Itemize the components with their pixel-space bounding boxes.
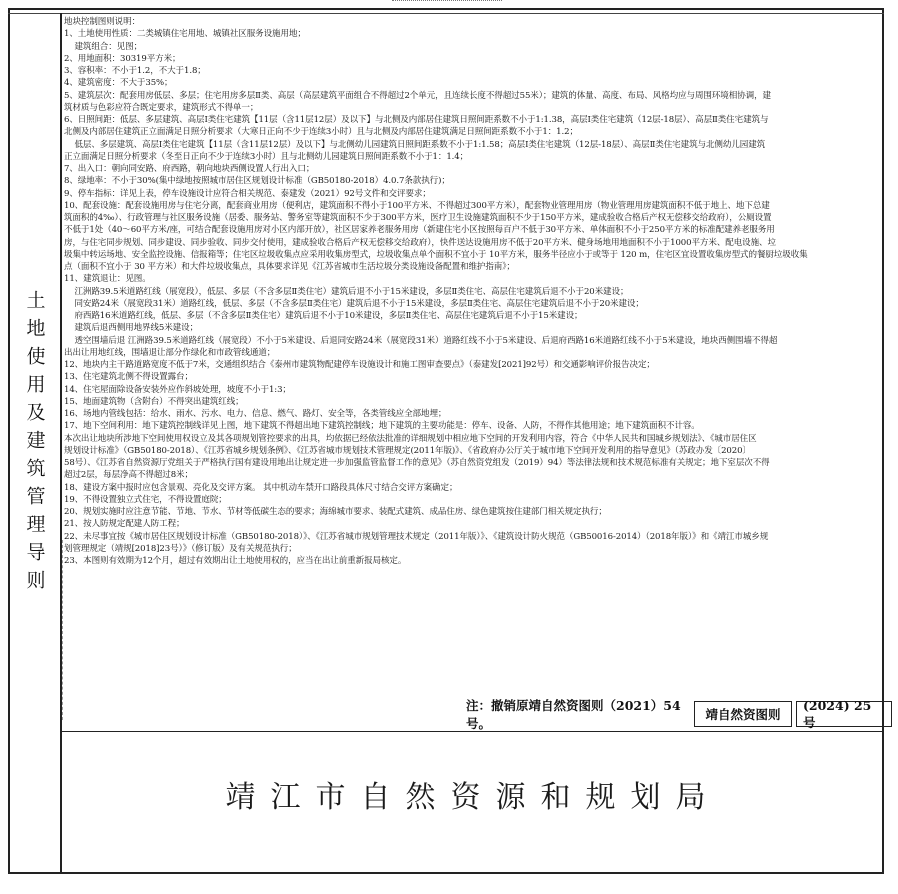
office-label: 靖自然资图则 (694, 701, 792, 727)
text-line: 23、本图则有效期为12个月，超过有效期出让土地使用权的，应当在出让前重新报局核定。 (64, 556, 407, 566)
text-line: 58号）、《江苏省自然资源厅党组关于严格执行国有建设用地出让规定进一步加强监管监督工作的意见》（苏自然资党组发（2019）94）等法律法规和技术规范标准有关规定；地下室层次不得 (64, 458, 770, 468)
text-line: 透空围墙后退 江洲路39.5米道路红线（展宽段）不小于5米建设、后退同安路24米（展宽段31米）道路红线不小于5米建设、后退府西路16米道路红线不小于5米建设，地块西侧围墙不得超 (64, 335, 778, 346)
text-line: 12、地块内主干路道路宽度不低于7米，交通组织结合《泰州市建筑物配建停车设施设计和施工图审查要点》（泰建发[2021]92号）和交通影响评价报告决定； (64, 360, 655, 370)
text-line: 8、绿地率：不小于30%(集中绿地按照城市居住区规划设计标准（GB50180-2018）4.0.7条款执行)； (64, 176, 450, 187)
text-line: 22、未尽事宜按《城市居住区规划设计标准（GB50180-2018）》、《江苏省城市规划管理技术规定（2011年版）》、《建筑设计防火规范（GB50016-2014）（2018年版）》和《靖江市城乡规 (64, 531, 769, 542)
text-line: 18、建设方案中报时应包含景观、亮化及交评方案。 其中机动车禁开口路段具体尺寸结合交评方案确定； (64, 482, 458, 493)
text-line: 北侧及内部居住建筑正立面满足日照分析要求（大寒日正向不少于连续3小时）且与北侧及内部居住建筑满足日照间距系数不小于1：1.2； (64, 127, 578, 138)
text-line: 出出让用地红线，围墙退让部分作绿化和市政管线通道； (64, 347, 276, 358)
text-line: 16、场地内管线包括：给水、雨水、污水、电力、信息、燃气、路灯、安全等，各类管线应全部地埋； (64, 409, 447, 419)
text-line: 21、按人防规定配建人防工程； (64, 519, 185, 530)
text-line: 9、停车指标：详见上表，停车设施设计应符合相关规范、泰建发（2021）92号文件和交评要求； (64, 188, 431, 199)
text-line: 6、日照间距：低层、多层建筑、高层Ⅰ类住宅建筑【11层（含11层12层）及以下】与北侧及内部居住建筑日照间距系数不小于1:1.38，高层Ⅰ类住宅建筑（12层-18层）、高层Ⅱ类住宅建筑与 (64, 115, 769, 125)
revocation-note: 注：撤销原靖自然资图则（2021）54号。 (466, 698, 681, 731)
text-line: 筑材质与色彩应符合既定要求，建筑形式不得单一； (64, 102, 259, 113)
text-line: 15、地面建筑物（含附台）不得突出建筑红线； (64, 396, 244, 407)
text-line: 房，与住宅同步规划、同步建设、同步验收、同步交付使用，建成验收合格后产权无偿移交给政府），快件送达设施用房不低于20平方米、健身场地用地面积不小于1000平方米、配电设施、垃 (64, 237, 776, 248)
cropped-header-remnant (392, 0, 502, 4)
text-line: 13、住宅建筑北侧不得设置露台； (64, 372, 193, 383)
text-line: 14、住宅屋面除设备安装外应作斜坡处理，坡度不小于1:3； (64, 384, 291, 395)
left-title-column (8, 13, 62, 874)
text-line: 江洲路39.5米道路红线（展宽段），低层、多层（不含多层Ⅱ类住宅）建筑后退不小于15米建设，多层Ⅱ类住宅、高层住宅建筑后退不小于20米建设； (64, 286, 629, 297)
frame-inner-rule (8, 13, 884, 14)
text-line: 4、建筑密度：不大于35%； (64, 78, 173, 89)
text-line: 5、建筑层次：配套用房低层、多层；住宅用房多层Ⅱ类、高层（高层建筑平面组合不得超过2个单元，且连续长度不得超过55米）；建筑的体量、高度、布局、风格均应与周围环境相协调，建 (64, 90, 771, 101)
text-line: 圾集中转运场地、安全监控设施、信报箱等；住宅区垃圾收集点应采用收集房型式，垃圾收集点单个面积不宜小于 10平方米，服务半径应小于或等于 120 m，住宅区宜设置收集房型式的餐厨垃圾收集 (64, 249, 808, 260)
text-line: 建筑组合：见图； (64, 41, 143, 52)
document-number: (2024) 25 号 (796, 701, 892, 727)
text-line: 超过2层，每层净高不得超过8米； (64, 470, 193, 481)
text-line: 同安路24米（展宽段31米）道路红线，低层、多层（不含多层Ⅱ类住宅）建筑后退不小于15米建设，多层Ⅱ类住宅、高层住宅建筑后退不小于20米建设； (64, 298, 644, 309)
text-line: 17、地下空间利用：地下建筑控制线详见上图，地下建筑不得超出地下建筑控制线；地下建筑的主要功能是：停车、设备、人防，不得作其他用途；地下建筑面积不计容。 (64, 421, 700, 432)
text-line: 府西路16米道路红线，低层、多层（不含多层Ⅱ类住宅）建筑后退不小于10米建设，多层Ⅱ类住宅、高层住宅建筑后退不小于15米建设； (64, 311, 583, 321)
left-title: 土地使用及建筑管理导则 (23, 289, 46, 598)
text-line: 正立面满足日照分析要求（冬至日正向不少于连续3小时）且与北侧幼儿园建筑日照间距系数不小于1：1.4； (64, 151, 469, 162)
text-line: 1、土地使用性质：二类城镇住宅用地、城镇社区服务设施用地； (64, 29, 306, 40)
text-line: 20、规划实施时应注意节能、节地、节水、节材等低碳生态的要求；海绵城市要求、装配式建筑、成品住房、绿色建筑按住建部门相关规定执行； (64, 507, 607, 517)
text-line: 10、配套设施：配套设施用房与住宅分离，配套商业用房（便利店，建筑面积不得小于100平方米、不得超过300平方米），配套物业管理用房（物业管理用房建筑面积不低于地上、地下总建 (64, 200, 770, 211)
text-line: 2、用地面积：30319平方米； (64, 53, 181, 64)
issuer-name: 靖江市自然资源和规划局 (225, 780, 721, 815)
text-line: 筑面积的4‰）、行政管理与社区服务设施（居委、服务站、警务室等建筑面积不少于300平方米，医疗卫生设施建筑面积不少于150平方米，建成验收合格后产权无偿移交给政府），公厕设置 (64, 213, 772, 223)
approval-row (466, 697, 892, 731)
text-line: 19、不得设置独立式住宅，不得设置庭院； (64, 494, 227, 505)
text-line: 7、出入口：朝向同安路、府西路，朝向地块西侧设置人行出入口； (64, 164, 315, 174)
text-line: 低层、多层建筑、高层Ⅰ类住宅建筑【11层（含11层12层）及以下】与北侧幼儿园建筑日照间距系数不小于1:1.58；高层Ⅰ类住宅建筑（12层-18层）、高层Ⅱ类住宅建筑与北侧幼儿园建筑 (64, 139, 766, 150)
text-line: 11、建筑退让：见图。 (64, 274, 151, 285)
text-line: 点（面积不宜小于 30 平方米）和大件垃圾收集点，具体要求详见《江苏省城市生活垃圾分类设施设备配置和维护指南》； (64, 262, 515, 272)
text-line: 规划设计标准》（GB50180-2018）、《江苏省城乡规划条例》、《江苏省城市规划技术管理规定(2011年版)》、《省政府办公厅关于城市地下空间开发利用的指导意见》（苏政办发〔2020〕 (64, 445, 751, 456)
text-line: 不低于1处（40～60平方米/座，可结合配套设施用房对小区内部开放），社区居家养老服务用房（新建住宅小区按照每百户不低于30平方米、单体面积不小于250平方米的标准配建养老服务用 (64, 225, 775, 236)
footer-separator (62, 731, 884, 732)
text-line: 建筑后退西侧用地界线5米建设； (64, 323, 199, 334)
text-line: 地块控制图则说明： (64, 17, 141, 27)
text-line: 划管理规定（靖规[2018]23号）》（修订版）及有关规范执行； (64, 543, 297, 554)
text-line: 本次出让地块所涉地下空间使用权设立及其各项规划管控要求的出具，均依据已经依法批准的详细规划中相应地下空间的开发利用内容，符合《中华人民共和国城乡规划法》、《城市居住区 (64, 433, 757, 444)
guideline-text (64, 16, 882, 567)
text-line: 3、容积率：不小于1.2，不大于1.8； (64, 66, 206, 76)
